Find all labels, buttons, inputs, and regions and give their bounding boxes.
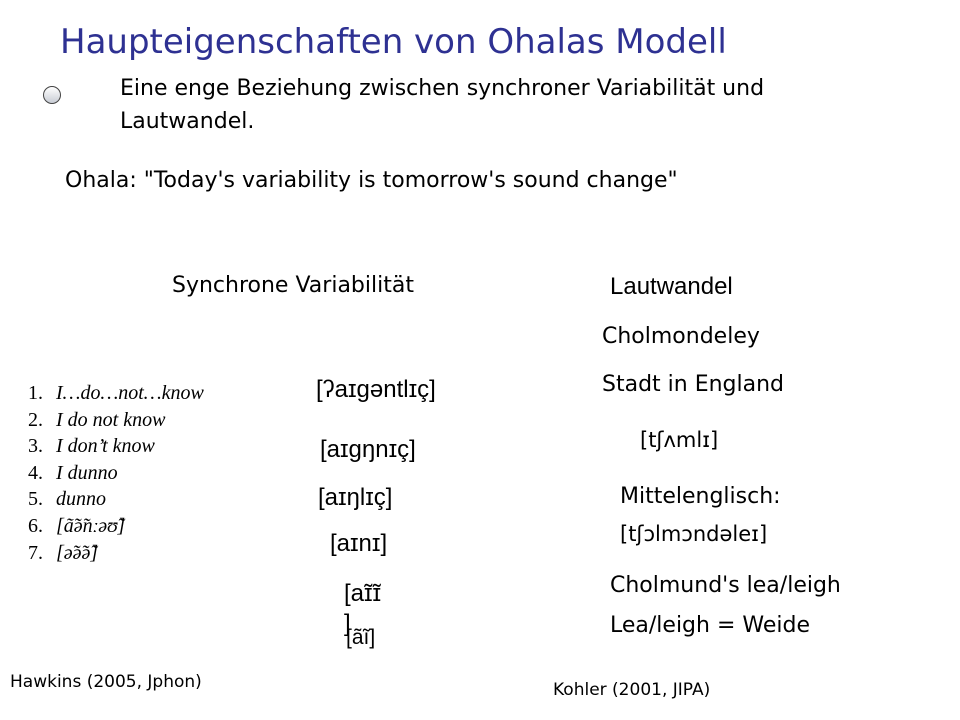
- bullet-circle-icon: [43, 86, 61, 104]
- cholmondeley-word: Cholmondeley: [602, 324, 760, 349]
- hawkins-example-list: [28, 380, 280, 600]
- ipa-middle-english: [tʃɔlmɔndəleɪ]: [620, 522, 768, 546]
- ipa-variant-5-bracket: ]: [344, 610, 351, 637]
- etymology-text: Cholmund's lea/leigh: [610, 573, 841, 598]
- list-item: 6. [ã̃ə̃nːəʊ̃]: [28, 514, 126, 537]
- ipa-variant-2: [aɪɡŋnɪç]: [320, 436, 416, 463]
- ipa-variant-5: [aɪ̃ɪ̃: [344, 580, 382, 607]
- ipa-variant-6: [ãĩ]: [346, 626, 376, 649]
- sound-change-heading: Lautwandel: [610, 273, 733, 300]
- list-item: 2. I do not know: [28, 408, 166, 431]
- hawkins-source: Hawkins (2005, Jphon): [10, 672, 202, 692]
- synchronic-heading: Synchrone Variabilität: [172, 273, 414, 298]
- gloss-text: Lea/leigh = Weide: [610, 613, 810, 638]
- list-item: 5. dunno: [28, 488, 106, 511]
- list-item: 4. I dunno: [28, 461, 118, 484]
- list-item: 1. I…do…not…know: [28, 382, 204, 404]
- ipa-variant-1: [ʔaɪɡəntlɪç]: [316, 376, 436, 403]
- list-item: 7. [ə̃ə̃ə̃]: [28, 541, 99, 564]
- bullet-text: Eine enge Beziehung zwischen synchroner Variabilität und Lautwandel.: [120, 76, 765, 134]
- ipa-variant-4: [aɪnɪ]: [330, 530, 388, 557]
- ohala-quote: Ohala: "Today's variability is tomorrow's sound change": [65, 168, 678, 193]
- city-description: Stadt in England: [602, 372, 785, 397]
- ipa-modern: [tʃʌmlɪ]: [640, 428, 719, 452]
- list-item: 3. I don’t know: [28, 435, 155, 458]
- list-fade: [28, 590, 280, 604]
- slide-title: Haupteigenschaften von Ohalas Modell: [60, 22, 727, 62]
- middle-english-label: Mittelenglisch:: [620, 484, 781, 509]
- kohler-source: Kohler (2001, JIPA): [553, 680, 711, 700]
- ipa-variant-3: [aɪŋlɪç]: [318, 484, 393, 511]
